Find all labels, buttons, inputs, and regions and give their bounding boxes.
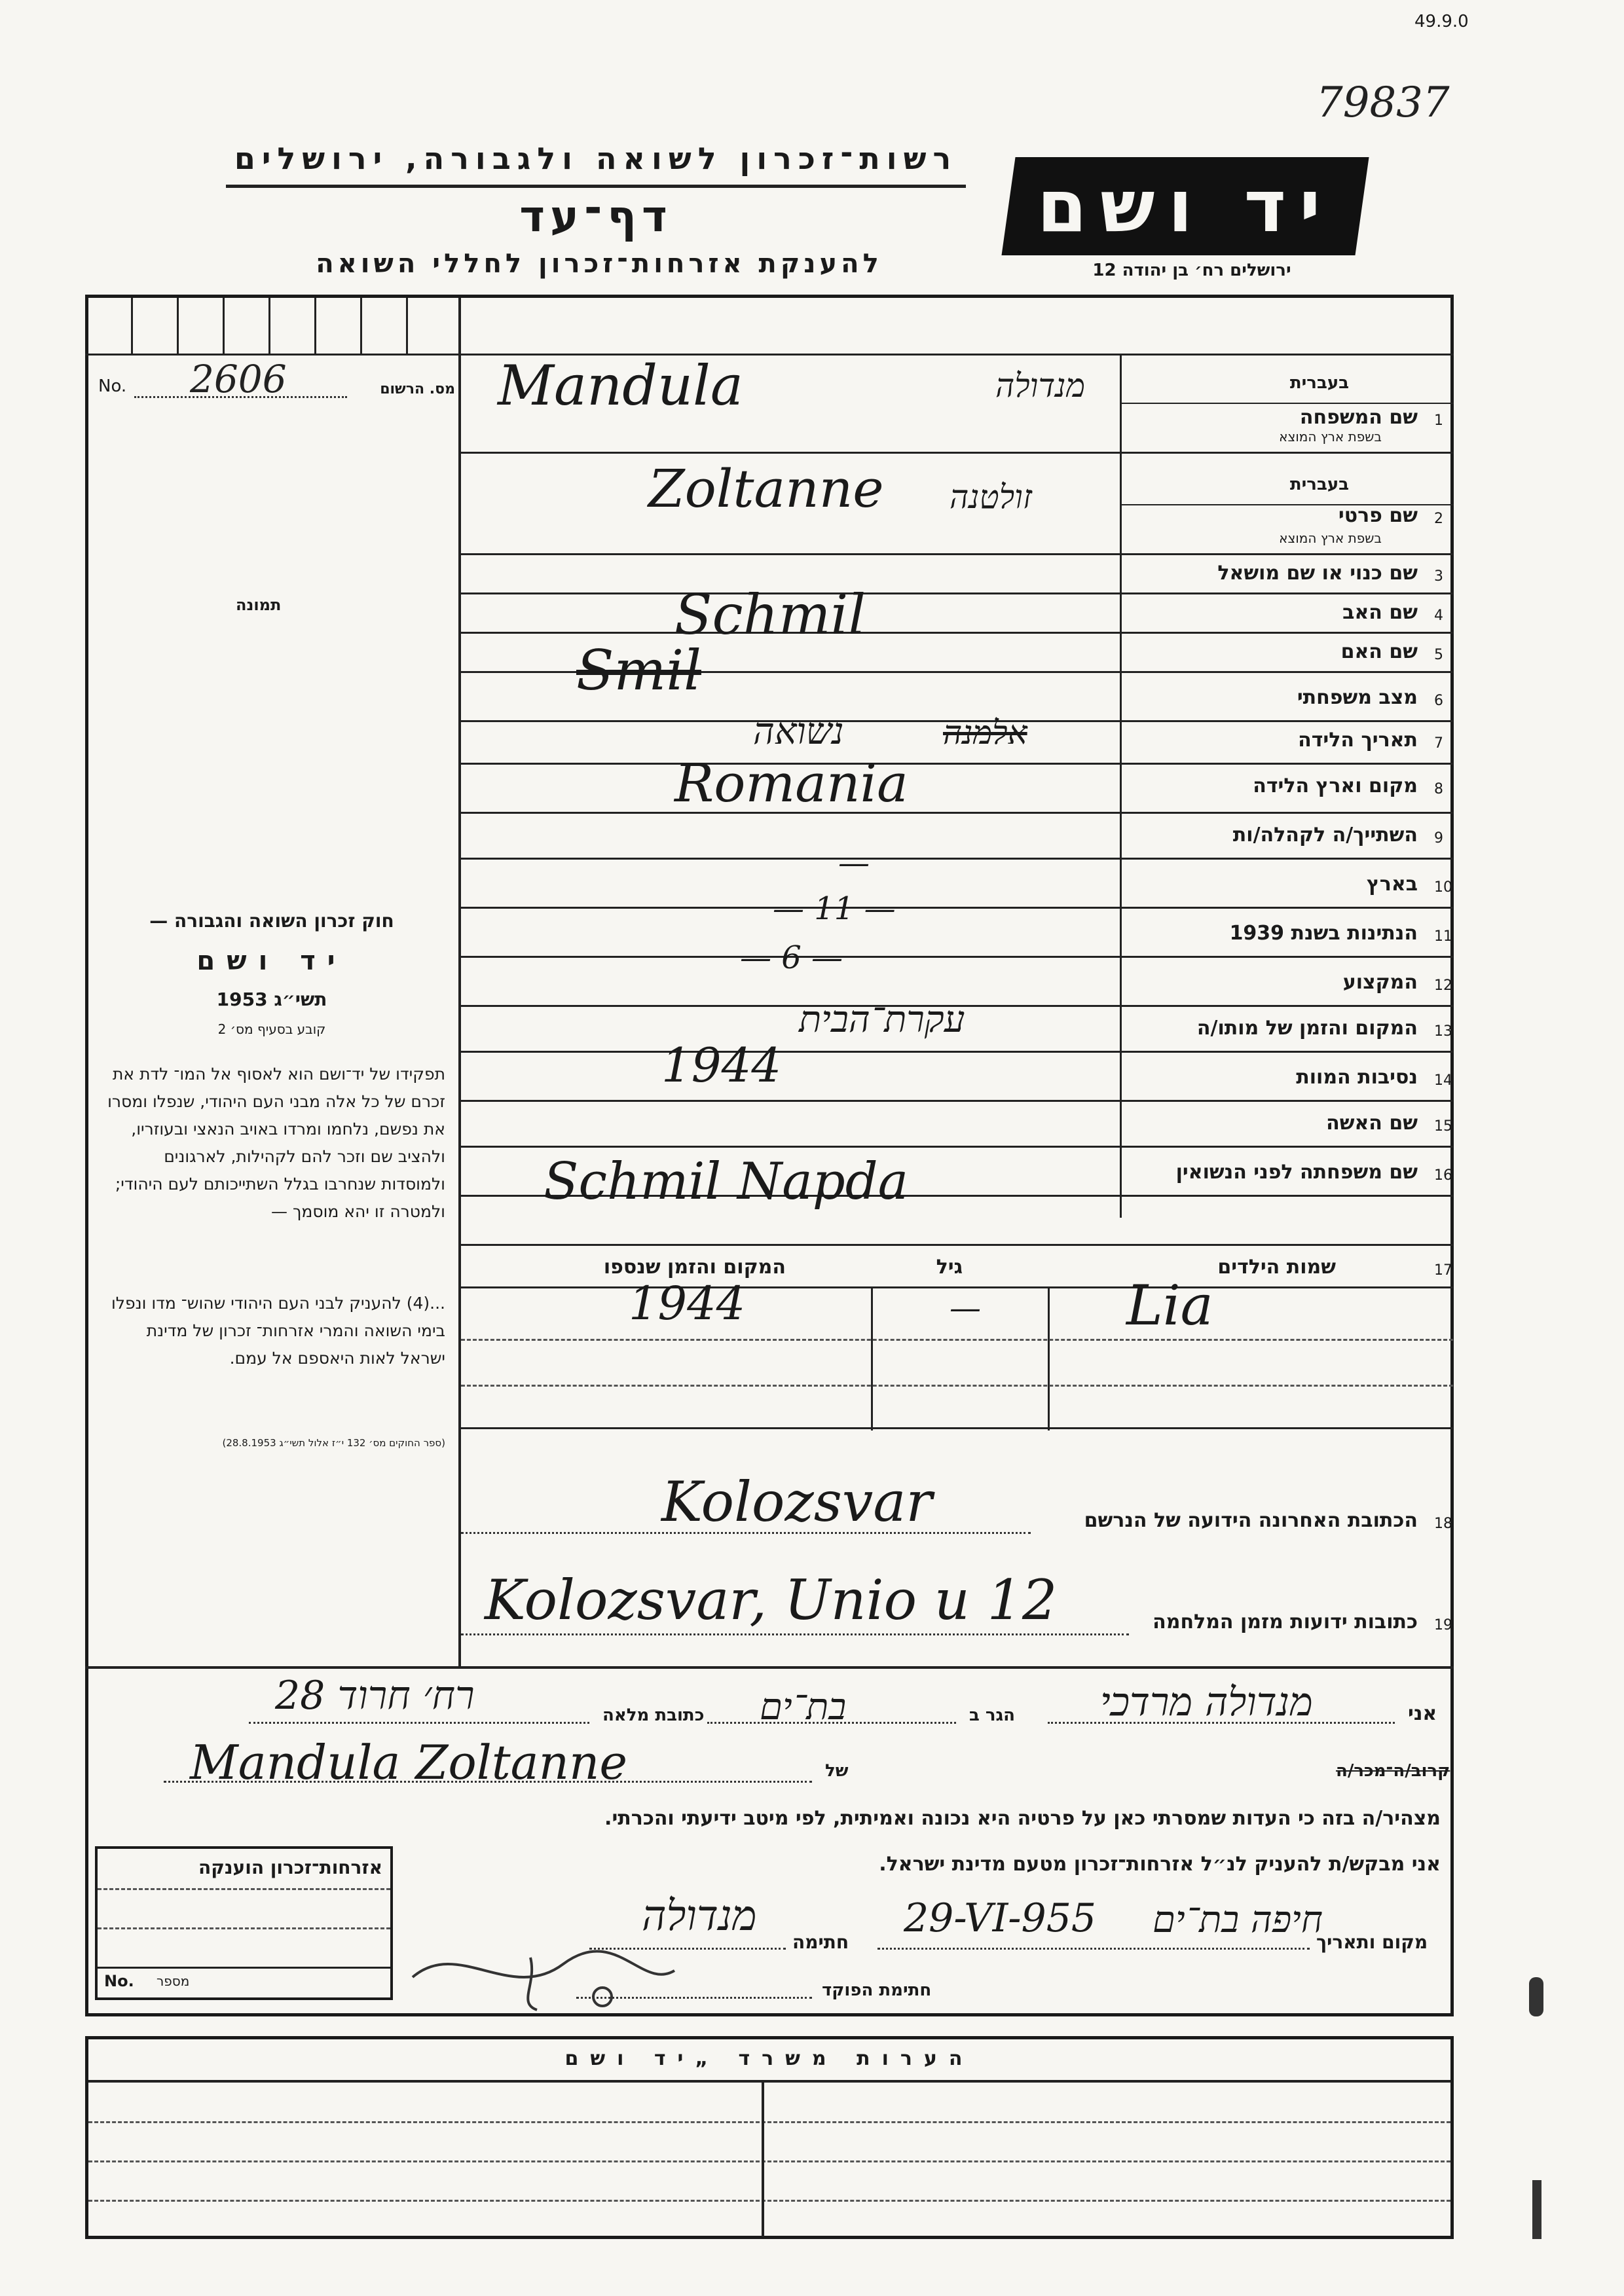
child-1-name: Lia <box>1126 1273 1213 1338</box>
field-15-label: שם האשה <box>1326 1112 1418 1135</box>
field-11-num: 11 <box>1434 928 1452 945</box>
law-text-1: תפקידו של יד־ושם הוא לאסוף אל המו־ לדת את זכרם של כל אלה מבני העם היהודי, שנפלו ומסרו את נפשם, נלחמו ומרדו באויב הנאצי ובעוזריו, ולהציב שם וזכר להם לקהילות, לארגונים ולמוסדות שנחרבו בגלל השתייכותם לעם היהודי; ולמטרה זו יהא מוסמך — <box>107 1065 445 1221</box>
corner-code: 49.9.0 <box>1414 12 1469 31</box>
field-6-value: נשואה <box>753 710 844 753</box>
field-14-num: 14 <box>1434 1072 1452 1089</box>
field-12-num: 12 <box>1434 977 1452 994</box>
decl-ani: אני <box>1408 1702 1437 1725</box>
field-11-label: הנתינות בשנת 1939 <box>1229 922 1418 945</box>
field-19-num: 19 <box>1434 1617 1452 1633</box>
field-13-value: 1944 <box>661 1038 782 1093</box>
field-10-label: בארץ <box>1366 873 1418 896</box>
field-18-label: הכתובת האחרונה הידועה של הנרשם <box>1084 1509 1418 1532</box>
field-1-value-heb: מנדולה <box>995 367 1086 405</box>
form-subtitle: להענקת אזרחות־זכרון לחללי השואה <box>316 249 883 279</box>
field-14-label: נסיבות המוות <box>1296 1066 1418 1089</box>
field-2-num: 2 <box>1434 511 1443 527</box>
field-9-label: השתייך/ה לקהלה/ות <box>1232 824 1418 847</box>
decl-relation-label: קרוב/ה־מכר/ה <box>1336 1761 1450 1781</box>
field-7-num: 7 <box>1434 735 1443 752</box>
law-year: תשי״ג 1953 <box>216 989 327 1010</box>
reg-no-heb: מס. הרשום <box>380 381 455 397</box>
law-name: יד ושם <box>196 946 347 976</box>
edge-mark <box>1532 2180 1541 2239</box>
field-12-label: המקצוע <box>1342 971 1418 994</box>
law-text-2: ...(4) להעניק לבני העם היהודי שהוש־ מדו ונפלו בימי השואה והמרי אזרחות־ זכרון של מדינת ישראל לאות היאספם אל עמם. <box>111 1294 445 1368</box>
logo-address: ירושלים רח׳ בן יהודה 12 <box>1092 261 1291 280</box>
decl-statement-1: מצהיר/ה בזה כי העדות שמסרתי כאן על פרטיה היא נכונה ואמיתית, לפי מיטב ידיעתי והכרתי. <box>604 1807 1441 1830</box>
decl-place-date-label: מקום ותאריך <box>1316 1931 1428 1953</box>
field-9-value: — <box>838 845 870 881</box>
field-2-sub1: בעברית <box>1289 475 1349 494</box>
punch-mark <box>1529 1977 1543 2016</box>
children-col-names: שמות הילדים <box>1217 1256 1336 1279</box>
field-4-value: Schmil <box>674 583 866 647</box>
field-13-num: 13 <box>1434 1023 1452 1040</box>
field-16-num: 16 <box>1434 1167 1452 1184</box>
authority-title: רשות־זכרון לשואה ולגבורה, ירושלים <box>234 141 958 176</box>
field-11-value: — 6 — <box>740 939 843 976</box>
decl-address: רח׳ חרוד 28 <box>275 1673 475 1719</box>
field-9-num: 9 <box>1434 830 1443 847</box>
law-clause: קובע בסעיף מס׳ 2 <box>217 1021 326 1037</box>
citizenship-no-label: No. <box>104 1972 134 1990</box>
field-8-num: 8 <box>1434 781 1443 797</box>
remarks-box <box>85 2036 1454 2239</box>
officer-signature-scrawl <box>406 1931 681 2016</box>
field-3-num: 3 <box>1434 568 1443 585</box>
field-1-label: שם המשפחה <box>1299 406 1418 429</box>
field-7-label: תאריך הלידה <box>1298 729 1418 752</box>
remarks-title: הערות משרד „יד ושם <box>564 2047 974 2070</box>
decl-name: מנדולה מרדכי <box>1100 1679 1313 1725</box>
field-4-num: 4 <box>1434 608 1443 624</box>
field-1-sub1: בעברית <box>1289 373 1349 393</box>
children-col-place: המקום והזמן שנספו <box>603 1256 786 1279</box>
field-18-num: 18 <box>1434 1516 1452 1532</box>
child-1-place: 1944 <box>629 1277 746 1330</box>
field-13-label: המקום והזמן של מותו/ה <box>1196 1017 1418 1040</box>
decl-relative-name: Mandula Zoltanne <box>190 1735 627 1790</box>
field-12-value: עקרת־הבית <box>799 998 965 1041</box>
field-3-label: שם כנוי או שם מושאל <box>1217 562 1418 585</box>
field-6-label: מצב משפחתי <box>1297 686 1418 709</box>
children-col-age: גיל <box>936 1256 963 1279</box>
field-6-value-struck: אלמנה <box>943 714 1027 752</box>
field-16-label: שם משפחתה לפני הנשואין <box>1175 1161 1418 1184</box>
yad-vashem-logo <box>1001 157 1369 255</box>
decl-signature: מנדולה <box>642 1892 757 1941</box>
field-8-label: מקום וארץ הלידה <box>1253 774 1418 797</box>
decl-address-label: כתובת מלאה <box>602 1705 705 1725</box>
field-16-value: Schmil Napda <box>544 1152 909 1211</box>
decl-date: 29-VI-955 <box>904 1895 1097 1941</box>
field-2-label: שם פרטי <box>1338 504 1418 527</box>
field-19-value: Kolozsvar, Unio u 12 <box>485 1568 1058 1632</box>
field-18-value: Kolozsvar <box>661 1470 932 1534</box>
field-2-value: Zoltanne <box>648 458 884 519</box>
law-title: חוק זכרון השואה והגבורה — <box>149 910 394 932</box>
decl-officer-label: חתימת הפוקד <box>822 1980 932 2000</box>
citizenship-box <box>95 1846 393 2000</box>
field-2-sub2: בשפת ארץ המוצא <box>1279 530 1382 546</box>
field-1-sub2: בשפת ארץ המוצא <box>1279 429 1382 445</box>
field-10-value: — 11 — <box>773 890 896 927</box>
reg-no-label: No. <box>98 376 127 396</box>
field-17-num: 17 <box>1434 1262 1452 1279</box>
decl-signature-label: חתימה <box>792 1931 849 1953</box>
photo-label: תמונה <box>236 596 282 614</box>
field-15-num: 15 <box>1434 1118 1452 1135</box>
field-6-num: 6 <box>1434 693 1443 709</box>
logo-text: יד ושם <box>1037 164 1334 248</box>
field-2-value-heb: זולטנה <box>950 478 1032 516</box>
law-source: (ספר החוקים מס׳ 132 י״ז אלול תשי״ג 28.8.1953) <box>222 1437 445 1449</box>
field-5-num: 5 <box>1434 647 1443 663</box>
file-number: 79837 <box>1316 79 1450 127</box>
decl-city: בת־ים <box>760 1686 847 1728</box>
field-4-label: שם האב <box>1342 601 1418 624</box>
form-title: דף־עד <box>519 191 673 242</box>
field-10-num: 10 <box>1434 879 1452 896</box>
field-8-value: Romania <box>674 753 908 814</box>
decl-resides-label: הגר ב <box>969 1705 1016 1725</box>
decl-place: חיפה בת־ים <box>1153 1899 1323 1941</box>
field-1-value: Mandula <box>498 354 744 418</box>
field-5-label: שם האם <box>1340 640 1418 663</box>
field-5-value: Smil <box>576 638 701 702</box>
field-19-label: כתובות ידועות מזמן המלחמה <box>1153 1611 1418 1633</box>
decl-of-label: של <box>825 1761 849 1781</box>
reg-no-value: 2606 <box>190 357 287 401</box>
field-1-num: 1 <box>1434 412 1443 429</box>
child-1-age: — <box>950 1290 981 1326</box>
decl-statement-2: אני מבקש/ת להעניק לנ״ל אזרחות־זכרון מטעם מדינת ישראל. <box>879 1853 1441 1876</box>
citizenship-title: אזרחות־זכרון הוענקה <box>198 1857 382 1878</box>
citizenship-no-heb: מספר <box>157 1973 190 1989</box>
